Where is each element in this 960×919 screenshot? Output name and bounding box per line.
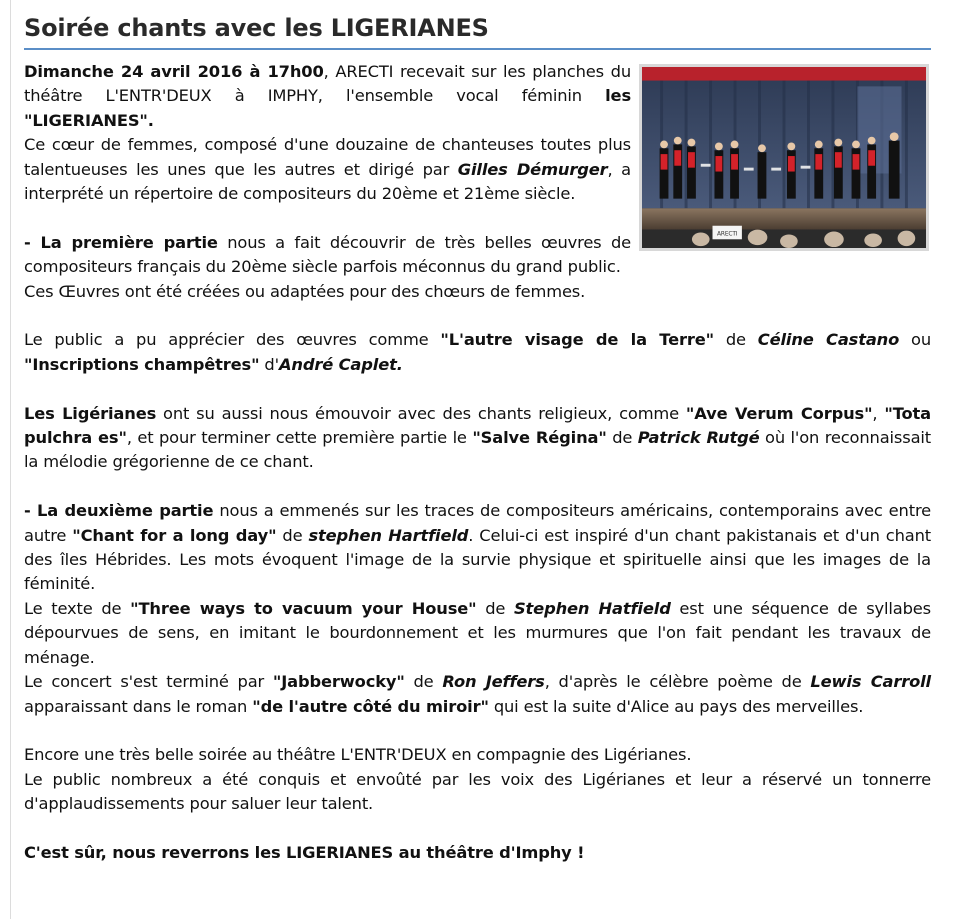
first-part-heading: - La première partie bbox=[24, 232, 218, 252]
paragraph-vacuum: Le texte de "Three ways to vacuum your House" de Stephen Hatfield est une séquence de syllabes dépourvues de sens, en imitant le bourdonnement et les murmures que l'on fait pendant les travaux de ménage. bbox=[24, 598, 931, 667]
paragraph-choir: Ce cœur de femmes, composé d'une douzaine de chanteuses toutes plus talentueuses les unes que les autres et dirigé par Gilles Démurger, a interprété un répertoire de compositeurs du 20ème et 21ème siècle. bbox=[24, 135, 631, 204]
article-body bbox=[24, 60, 931, 890]
paragraph-religious: Les Ligérianes ont su aussi nous émouvoir avec des chants religieux, comme "Ave Verum Corpus", "Tota pulchra es", et pour terminer cette première partie le "Salve Régina" de Patrick Rutgé où l'on reconnaissait la mélodie grégorienne de ce chant. bbox=[24, 403, 931, 472]
paragraph-audience: Le public nombreux a été conquis et envoûté par les voix des Ligérianes et leur a réservé un tonnerre d'applaudissements pour saluer leur talent. bbox=[24, 769, 931, 814]
closing-line: C'est sûr, nous reverrons les LIGERIANES au théâtre d'Imphy ! bbox=[24, 842, 585, 862]
page-title: Soirée chants avec les LIGERIANES bbox=[24, 14, 489, 42]
paragraph-works: Le public a pu apprécier des œuvres comme "L'autre visage de la Terre" de Céline Castano ou "Inscriptions champêtres" d'André Caplet. bbox=[24, 330, 931, 374]
left-border bbox=[10, 0, 11, 919]
choir-stage-icon bbox=[642, 67, 926, 248]
stage-sign: ARECTI bbox=[717, 231, 738, 238]
second-part-heading: - La deuxième partie bbox=[24, 501, 214, 521]
paragraph-first-part-note: Ces Œuvres ont été créées ou adaptées pour des chœurs de femmes. bbox=[24, 281, 586, 301]
event-date: Dimanche 24 avril 2016 à 17h00 bbox=[24, 62, 324, 81]
paragraph-intro: Dimanche 24 avril 2016 à 17h00, ARECTI recevait sur les planches du théâtre L'ENTR'DEUX à IMPHY, l'ensemble vocal féminin les "LIGERIANES". bbox=[24, 62, 631, 130]
paragraph-second-part: - La deuxième partie nous a emmenés sur les traces de compositeurs américains, contemporains avec entre autre "Chant for a long day" de stephen Hartfield. Celui-ci est inspiré d'un chant pakistanais et d'un chant des îles Hébrides. Les mots évoquent l'image de la survie physique et spirituelle ainsi que les images de la féminité. bbox=[24, 501, 931, 594]
ensemble-name: les "LIGERIANES". bbox=[24, 86, 631, 130]
title-underline bbox=[24, 48, 931, 50]
choir-photo bbox=[639, 64, 929, 251]
conductor-name: Gilles Démurger bbox=[457, 159, 608, 179]
paragraph-jabberwocky: Le concert s'est terminé par "Jabberwocky" de Ron Jeffers, d'après le célèbre poème de Lewis Carroll apparaissant dans le roman "de l'autre côté du miroir" qui est la suite d'Alice au pays des merveilles. bbox=[24, 672, 931, 716]
paragraph-first-part: - La première partie nous a fait découvrir de très belles œuvres de compositeurs français du 20ème siècle parfois méconnus du grand public. bbox=[24, 232, 631, 277]
paragraph-conclusion: Encore une très belle soirée au théâtre L'ENTR'DEUX en compagnie des Ligérianes. bbox=[24, 745, 692, 765]
